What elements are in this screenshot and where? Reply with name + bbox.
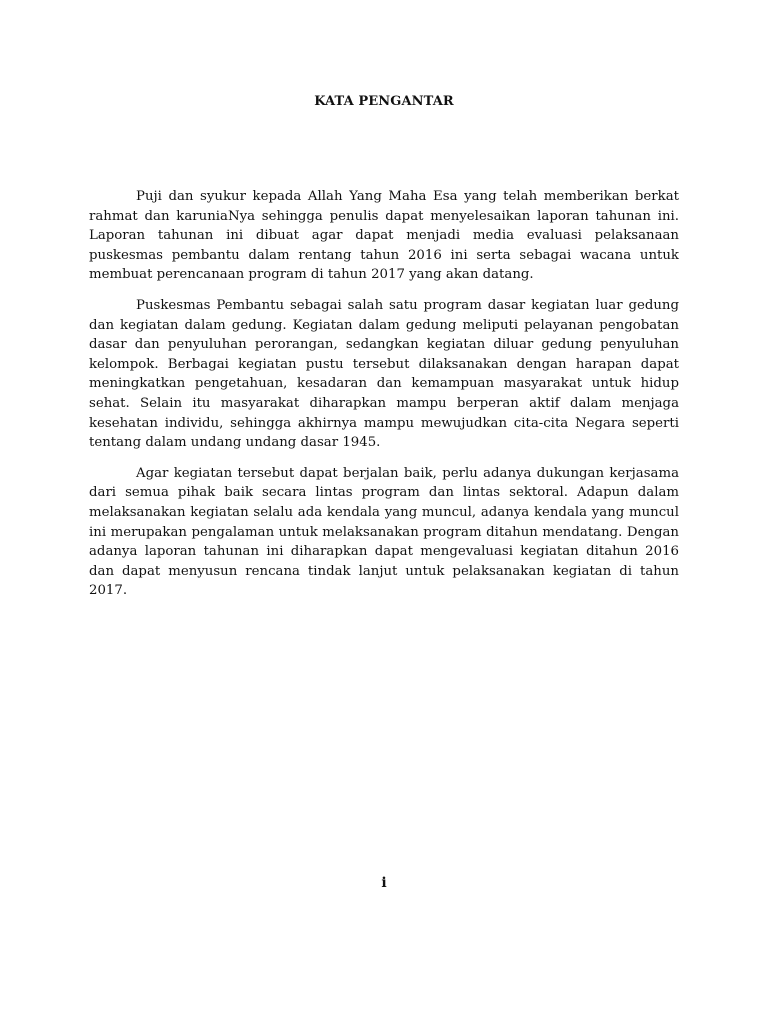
paragraph-3: Agar kegiatan tersebut dapat berjalan baik, perlu adanya dukungan kerjasama dari semua pihak baik secara lintas program dan lintas sektoral. Adapun dalam melaksanakan kegiatan selalu ada kendala yang muncul, adanya kendala yang muncul ini merupakan pengalaman untuk melaksanakan program ditahun mendatang. Dengan adanya laporan tahunan ini diharapkan dapat mengevaluasi kegiatan ditahun 2016 dan dapat menyusun rencana tindak lanjut untuk pelaksanakan kegiatan di tahun 2017. bbox=[89, 465, 679, 599]
page-title: KATA PENGANTAR bbox=[314, 94, 454, 109]
paragraph-1: Puji dan syukur kepada Allah Yang Maha Esa yang telah memberikan berkat rahmat dan karuniaNya sehingga penulis dapat menyelesaikan laporan tahunan ini. Laporan tahunan ini dibuat agar dapat menjadi media evaluasi pelaksanaan puskesmas pembantu dalam rentang tahun 2016 ini serta sebagai wacana untuk membuat perencanaan program di tahun 2017 yang akan datang. bbox=[89, 189, 679, 283]
page-number: i bbox=[381, 875, 387, 891]
paragraph-2: Puskesmas Pembantu sebagai salah satu program dasar kegiatan luar gedung dan kegiatan dalam gedung. Kegiatan dalam gedung meliputi pelayanan pengobatan dasar dan penyuluhan perorangan, sedangkan kegiatan diluar gedung penyuluhan kelompok. Berbagai kegiatan pustu tersebut dilaksanakan dengan harapan dapat meningkatkan pengetahuan, kesadaran dan kemampuan masyarakat untuk hidup sehat. Selain itu masyarakat diharapkan mampu berperan aktif dalam menjaga kesehatan individu, sehingga akhirnya mampu mewujudkan cita-cita Negara seperti tentang dalam undang undang dasar 1945. bbox=[89, 297, 679, 451]
document-body bbox=[89, 187, 679, 612]
